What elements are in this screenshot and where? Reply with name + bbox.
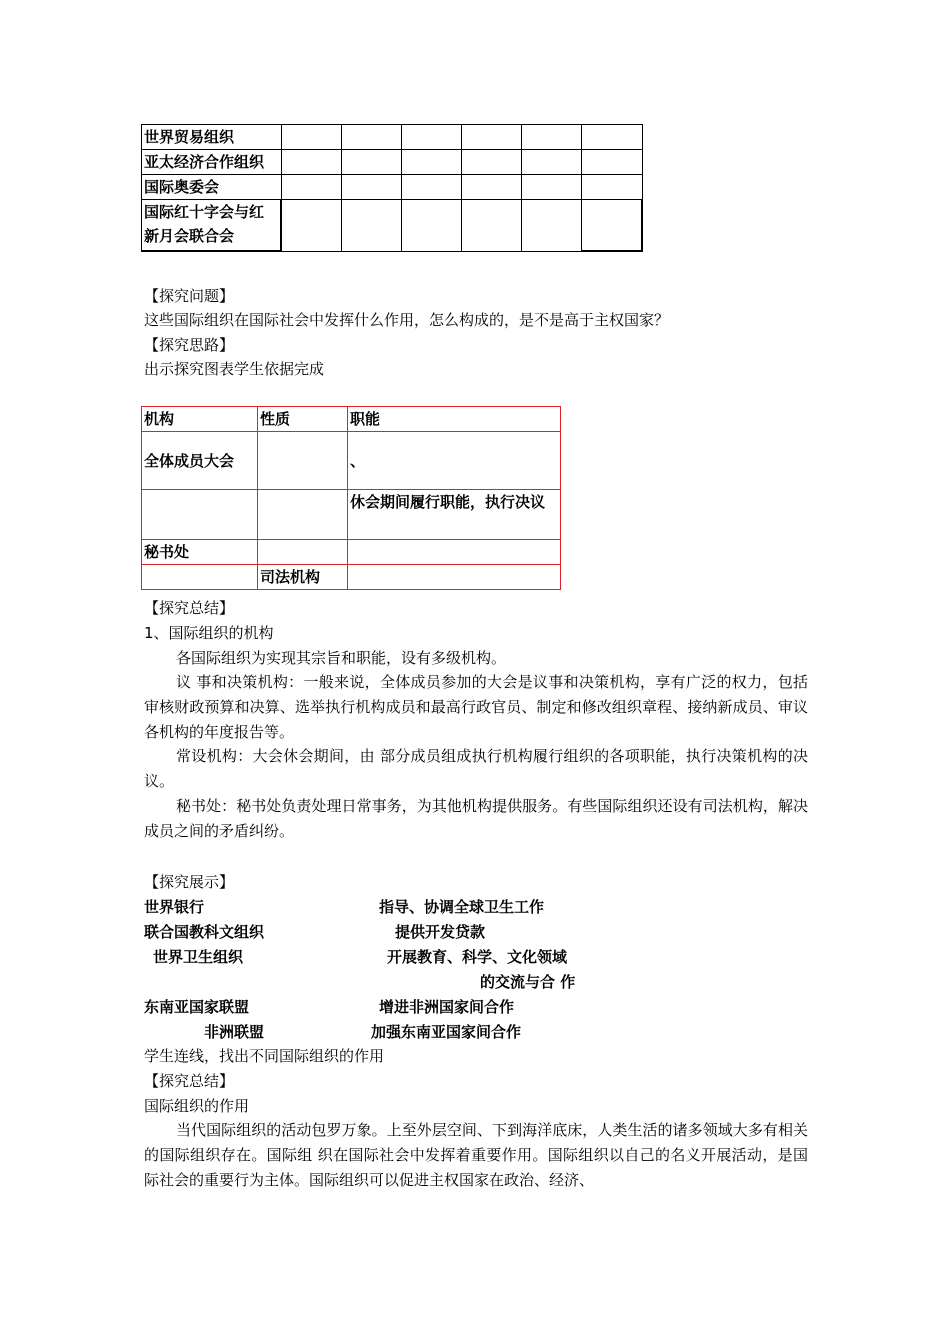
organization-table <box>141 124 643 252</box>
function-label: 的交流与合 作 <box>480 973 576 991</box>
table-cell: 世界贸易组织 <box>142 125 282 150</box>
table-cell: 休会期间履行职能，执行决议 <box>348 490 561 540</box>
idea-text: 出示探究图表学生依据完成 <box>144 360 325 378</box>
org-label: 世界银行 <box>144 898 205 916</box>
table-cell <box>348 540 561 565</box>
function-label: 增进非洲国家间合作 <box>379 998 515 1016</box>
function-label: 指导、协调全球卫生工作 <box>379 898 545 916</box>
function-label: 开展教育、科学、文化领域 <box>387 948 568 966</box>
paragraph: 议 事和决策机构：一般来说，全体成员参加的大会是议事和决策机构，享有广泛的权力，包括审核财政预算和决算、选举执行机构成员和最高行政官员、制定和修改组织章程、接纳新成员、审议各机构的年度报告等。 <box>144 673 808 741</box>
header-cell: 机构 <box>142 407 258 432</box>
header-cell: 职能 <box>348 407 561 432</box>
table-cell <box>258 490 348 540</box>
table-cell: 国际红十字会与红新月会联合会 <box>142 200 282 252</box>
paragraph: 常设机构：大会休会期间，由 部分成员组成执行机构履行组织的各项职能，执行决策机构的决议。 <box>144 747 808 790</box>
heading-summary-2: 【探究总结】 <box>144 1072 235 1090</box>
table-cell: 亚太经济合作组织 <box>142 150 282 175</box>
org-label: 东南亚国家联盟 <box>144 998 250 1016</box>
table-row <box>142 490 561 540</box>
table-row <box>142 565 561 590</box>
table-cell <box>258 540 348 565</box>
table-cell: 、 <box>348 432 561 490</box>
org-label: 联合国教科文组织 <box>144 923 265 941</box>
org-label: 世界卫生组织 <box>153 948 244 966</box>
paragraph: 秘书处：秘书处负责处理日常事务，为其他机构提供服务。有些国际组织还设有司法机构，解决成员之间的矛盾纠纷。 <box>144 797 808 840</box>
structure-table <box>141 406 561 590</box>
table-header-row <box>142 407 561 432</box>
table-cell: 秘书处 <box>142 540 258 565</box>
table-cell: 全体成员大会 <box>142 432 258 490</box>
subtitle-role: 国际组织的作用 <box>144 1097 250 1115</box>
header-cell: 性质 <box>258 407 348 432</box>
subtitle-structure: 1、国际组织的机构 <box>144 624 274 642</box>
function-label: 加强东南亚国家间合作 <box>371 1023 522 1041</box>
org-label: 非洲联盟 <box>204 1023 265 1041</box>
table-row <box>142 540 561 565</box>
table-row <box>142 200 643 252</box>
table-cell <box>142 490 258 540</box>
heading-display: 【探究展示】 <box>144 873 235 891</box>
instruction-text: 学生连线，找出不同国际组织的作用 <box>144 1047 385 1065</box>
table-cell <box>348 565 561 590</box>
table-row <box>142 125 643 150</box>
question-text: 这些国际组织在国际社会中发挥什么作用，怎么构成的，是不是高于主权国家？ <box>144 311 670 329</box>
table-cell <box>258 432 348 490</box>
paragraph: 当代国际组织的活动包罗万象。上至外层空间、下到海洋底床，人类生活的诸多领域大多有相关的国际组织存在。国际组 织在国际社会中发挥着重要作用。国际组织以自己的名义开展活动，是国际社会的重要行为主体。国际组织可以促进主权国家在政治、经济、 <box>144 1121 808 1189</box>
table-row <box>142 432 561 490</box>
table-row <box>142 150 643 175</box>
heading-idea: 【探究思路】 <box>144 336 235 354</box>
table-cell: 司法机构 <box>258 565 348 590</box>
heading-problem: 【探究问题】 <box>144 287 235 305</box>
heading-summary-1: 【探究总结】 <box>144 599 235 617</box>
table-cell: 国际奥委会 <box>142 175 282 200</box>
table-cell <box>142 565 258 590</box>
function-label: 提供开发贷款 <box>395 923 486 941</box>
paragraph: 各国际组织为实现其宗旨和职能，设有多级机构。 <box>176 649 507 667</box>
table-row <box>142 175 643 200</box>
